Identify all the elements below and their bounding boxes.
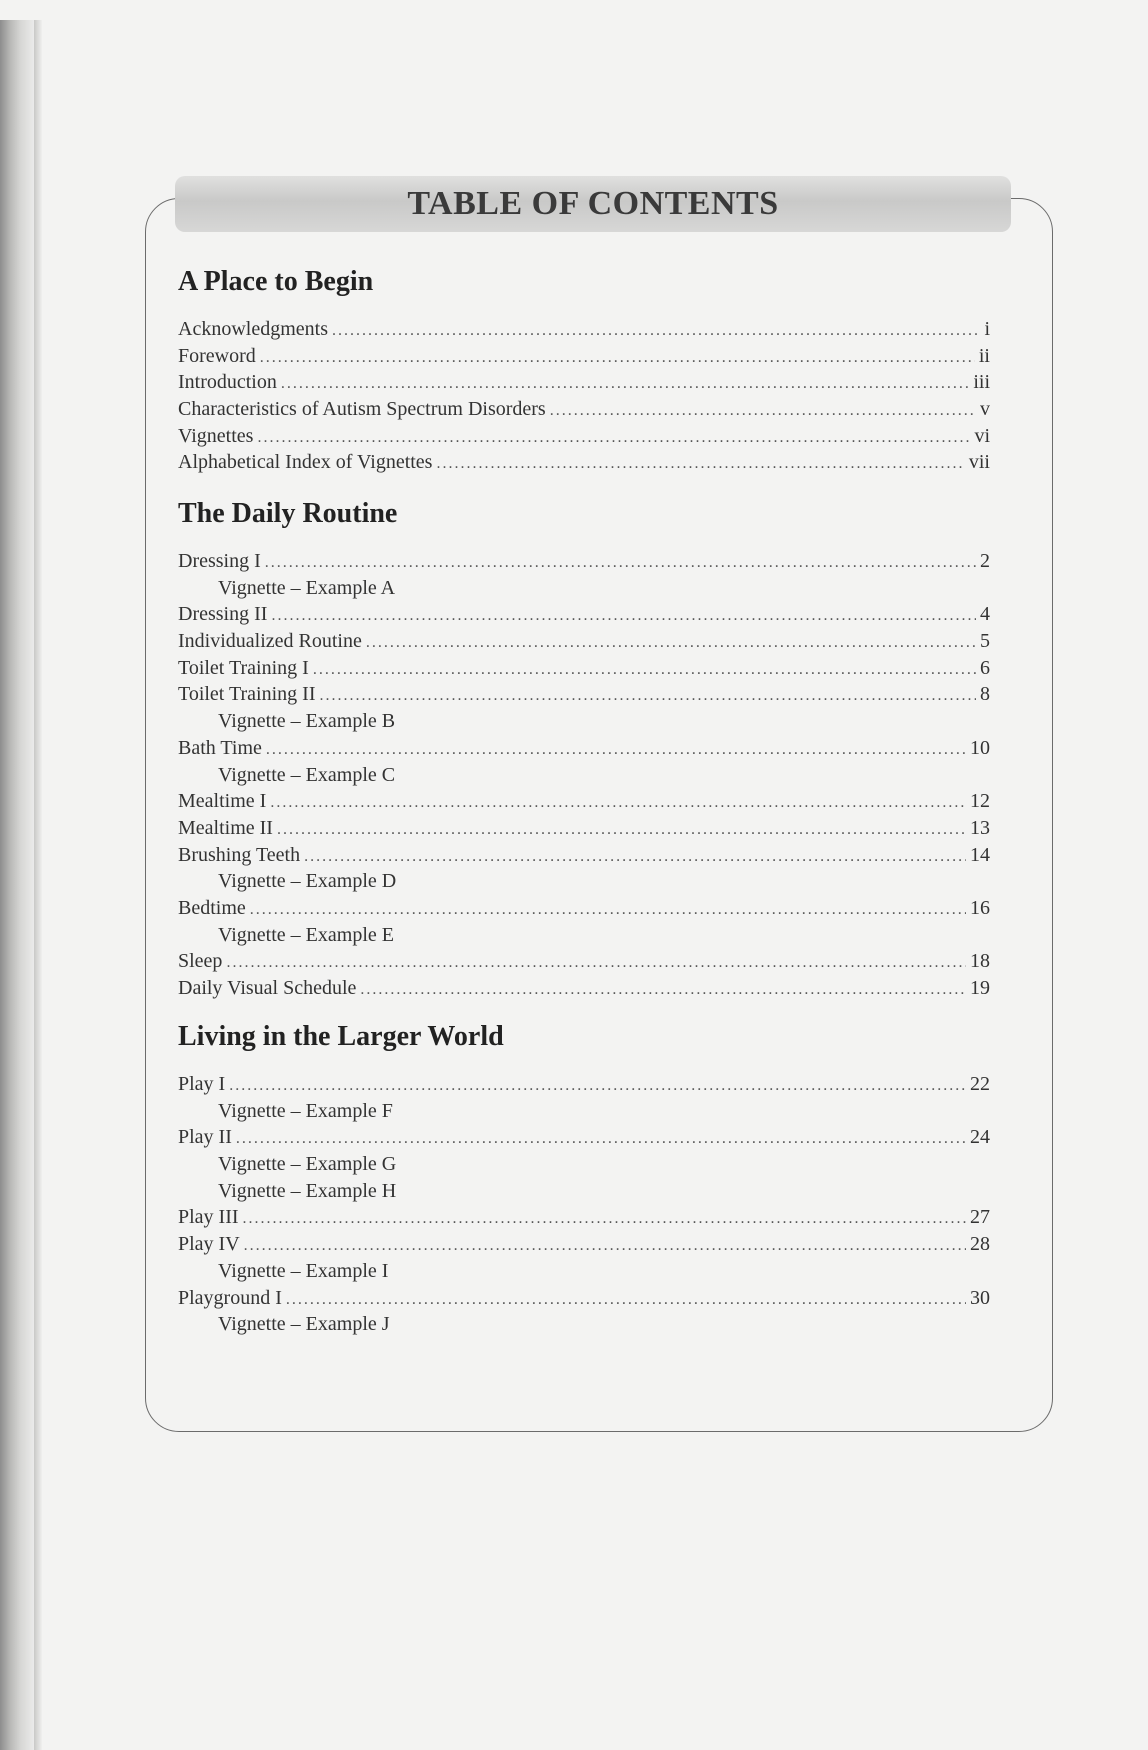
dot-leader	[229, 1073, 966, 1100]
title-banner	[175, 176, 1011, 232]
toc-entry	[178, 628, 990, 655]
toc-entry-title: Sleep	[178, 950, 223, 973]
toc-entry-title: Bath Time	[178, 736, 262, 759]
dot-leader	[271, 603, 976, 630]
toc-entry-title: Characteristics of Autism Spectrum Disorders	[178, 398, 546, 421]
toc-entry	[178, 396, 990, 423]
toc-entry-title: Bedtime	[178, 896, 246, 919]
dot-leader	[226, 950, 966, 977]
toc-entry	[178, 815, 990, 842]
dot-leader	[265, 550, 976, 577]
toc-entry-title: Individualized Routine	[178, 630, 362, 653]
toc-entry-page-number: 24	[970, 1126, 990, 1149]
toc-entry	[178, 1231, 990, 1258]
toc-entry	[178, 975, 990, 1002]
section-heading: Living in the Larger World	[178, 1021, 504, 1052]
section-heading: A Place to Begin	[178, 266, 374, 297]
toc-entry-page-number: 2	[980, 550, 990, 572]
dot-leader	[236, 1126, 966, 1153]
toc-entry	[178, 735, 990, 762]
dot-leader	[550, 398, 976, 425]
toc-entry-page-number: 30	[970, 1286, 990, 1309]
toc-entry-page-number: 12	[970, 790, 990, 813]
dot-leader	[250, 897, 966, 924]
toc-entry	[178, 1124, 990, 1151]
page-title: TABLE OF CONTENTS	[407, 185, 779, 222]
toc-entry-title: Acknowledgments	[178, 318, 328, 340]
section-heading: The Daily Routine	[178, 498, 398, 529]
toc-vignette-entry: Vignette – Example H	[218, 1179, 397, 1202]
dot-leader	[304, 844, 966, 871]
toc-entry-title: Mealtime I	[178, 790, 267, 813]
toc-entry-title: Alphabetical Index of Vignettes	[178, 451, 433, 474]
toc-entry	[178, 369, 990, 396]
toc-entry	[178, 788, 990, 815]
toc-entry-title: Introduction	[178, 371, 277, 394]
toc-vignette-entry: Vignette – Example C	[218, 763, 396, 786]
toc-entry-page-number: 28	[970, 1233, 990, 1256]
dot-leader	[436, 451, 964, 478]
toc-entry	[178, 681, 990, 708]
dot-leader	[320, 683, 977, 710]
toc-entry-title: Play III	[178, 1206, 239, 1229]
toc-entry	[178, 655, 990, 682]
book-binding-shadow	[0, 20, 34, 1750]
toc-entry-title: Vignettes	[178, 424, 254, 447]
dot-leader	[366, 630, 976, 657]
toc-entry-title: Playground I	[178, 1286, 282, 1309]
section-entries	[178, 1071, 990, 1338]
toc-entry-title: Play IV	[178, 1233, 240, 1256]
dot-leader	[313, 657, 976, 684]
toc-vignette-entry: Vignette – Example A	[218, 576, 396, 599]
toc-entry	[178, 423, 990, 450]
section-entries	[178, 548, 990, 1002]
toc-entry-title: Toilet Training I	[178, 656, 309, 679]
toc-entry-page-number: iii	[973, 371, 990, 394]
toc-entry	[178, 1285, 990, 1312]
dot-leader	[270, 790, 966, 817]
section-a-place-to-begin	[178, 262, 990, 476]
dot-leader	[266, 737, 966, 764]
toc-entry-page-number: 10	[970, 736, 990, 759]
toc-entry-title: Dressing II	[178, 603, 268, 626]
dot-leader	[281, 371, 969, 398]
toc-entry-title: Dressing I	[178, 550, 261, 572]
toc-entry	[178, 1204, 990, 1231]
page-gutter	[34, 20, 42, 1750]
toc-entry-page-number: 18	[970, 950, 990, 973]
toc-vignette-entry: Vignette – Example I	[218, 1259, 389, 1282]
dot-leader	[243, 1206, 966, 1233]
toc-entry-page-number: 16	[970, 896, 990, 919]
toc-entry-page-number: 22	[970, 1073, 990, 1095]
toc-vignette-entry: Vignette – Example J	[218, 1313, 390, 1336]
toc-entry-page-number: 27	[970, 1206, 990, 1229]
dot-leader	[332, 318, 980, 345]
toc-entry-page-number: vii	[968, 451, 990, 474]
dot-leader	[260, 345, 975, 372]
toc-vignette-entry: Vignette – Example F	[218, 1099, 393, 1122]
toc-entry	[178, 449, 990, 476]
toc-entry-title: Mealtime II	[178, 816, 273, 839]
toc-vignette-entry: Vignette – Example D	[218, 870, 397, 893]
toc-entry-page-number: v	[980, 398, 990, 421]
dot-leader	[360, 977, 966, 1004]
toc-vignette-entry: Vignette – Example B	[218, 710, 396, 733]
toc-entry	[178, 548, 990, 575]
dot-leader	[277, 817, 966, 844]
dot-leader	[257, 425, 970, 452]
toc-entry-page-number: 14	[970, 843, 990, 866]
dot-leader	[286, 1287, 966, 1314]
toc-entry	[178, 842, 990, 869]
toc-entry-page-number: ii	[978, 344, 990, 367]
toc-entry-page-number: 13	[970, 816, 990, 839]
toc-entry-page-number: 4	[980, 603, 990, 626]
toc-entry-page-number: 19	[970, 977, 990, 999]
toc-entry-page-number: 6	[980, 656, 990, 679]
toc-entry	[178, 895, 990, 922]
toc-entry	[178, 343, 990, 370]
toc-vignette-entry: Vignette – Example E	[218, 923, 394, 946]
toc-entry-page-number: 8	[980, 683, 990, 706]
toc-entry-title: Brushing Teeth	[178, 843, 301, 866]
section-the-daily-routine	[178, 494, 990, 1002]
toc-entry-page-number: 5	[980, 630, 990, 653]
toc-entry	[178, 601, 990, 628]
section-entries	[178, 316, 990, 476]
toc-entry-title: Foreword	[178, 344, 256, 367]
toc-vignette-entry: Vignette – Example G	[218, 1153, 397, 1176]
toc-entry-title: Play I	[178, 1073, 226, 1095]
section-living-in-the-larger-world	[178, 1017, 990, 1338]
toc-entry	[178, 316, 990, 343]
toc-entry-title: Daily Visual Schedule	[178, 977, 357, 999]
toc-entry	[178, 948, 990, 975]
toc-entry-title: Play II	[178, 1126, 232, 1149]
toc-entry-page-number: vi	[974, 424, 990, 447]
toc-entry	[178, 1071, 990, 1098]
toc-entry-page-number: i	[984, 318, 990, 340]
dot-leader	[244, 1233, 966, 1260]
toc-entry-title: Toilet Training II	[178, 683, 316, 706]
